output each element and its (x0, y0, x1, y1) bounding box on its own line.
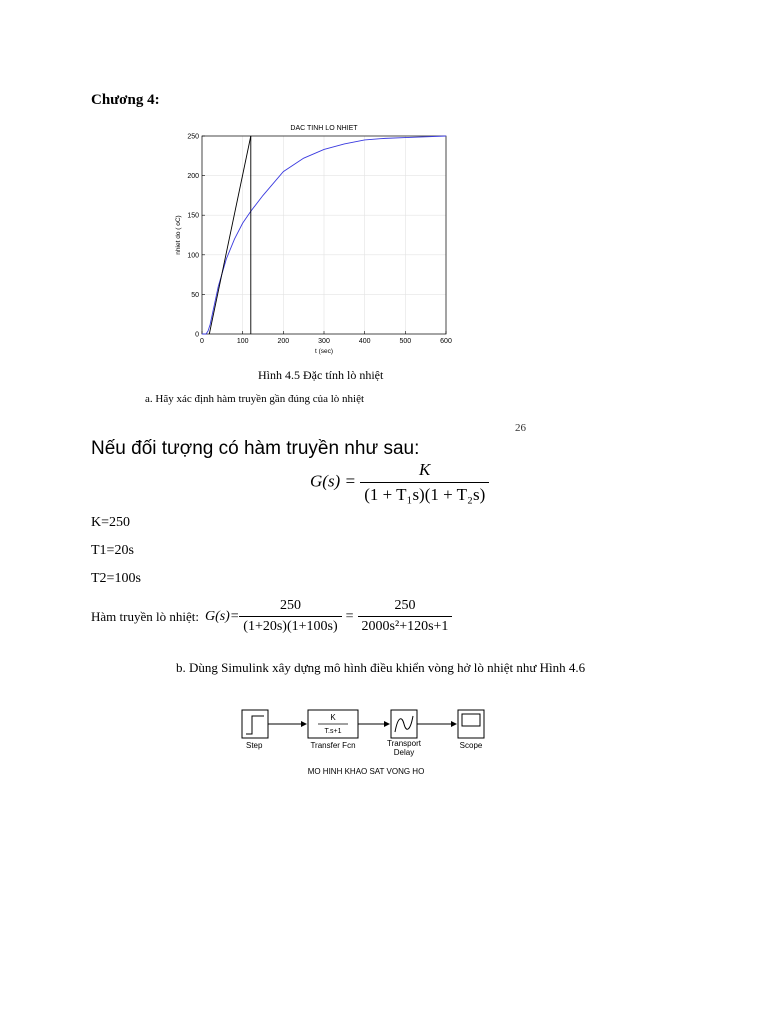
formula2-denominator-2: 2000s²+120s+1 (358, 616, 453, 635)
x-tick-label: 400 (358, 338, 371, 345)
x-tick-label: 300 (318, 338, 330, 345)
step-label: Step (246, 741, 263, 750)
step-block (242, 710, 268, 750)
x-tick-label: 200 (277, 338, 290, 345)
formula2-numerator-2: 250 (394, 598, 416, 613)
delay-label-1: Transport (387, 739, 421, 748)
chart-title: DAC TINH LO NHIET (290, 125, 358, 132)
formula-lhs: G(s) = (310, 471, 356, 491)
formula2-fraction-1 (239, 598, 341, 635)
x-tick-label: 600 (440, 338, 452, 345)
simulink-diagram (238, 706, 493, 788)
y-tick-label: 250 (187, 133, 199, 141)
delay-label-2: Delay (393, 748, 415, 757)
tf-label: Transfer Fcn (310, 741, 356, 750)
scope-icon (462, 714, 480, 726)
y-tick-label: 0 (195, 331, 199, 339)
chart-svg (170, 120, 460, 360)
formula2-numerator-1: 250 (279, 598, 301, 613)
scope-label: Scope (459, 741, 483, 750)
scope-block (458, 710, 484, 750)
formula2-fraction-2 (358, 598, 453, 635)
param-t2: T2=100s (91, 571, 141, 586)
transport-delay-block (387, 710, 422, 757)
oven-transfer-function (91, 598, 452, 635)
x-axis-label: t (sec) (314, 348, 334, 355)
y-axis-label: nhiet do ( oC) (175, 215, 182, 255)
question-a: a. Hãy xác định hàm truyền gần đúng của lò nhiệt (145, 393, 365, 405)
diagram-svg (238, 706, 493, 788)
chapter-heading: Chương 4: (91, 92, 160, 108)
formula-denominator: (1 + T₁s)(1 + T₂s) (360, 482, 489, 505)
tf-numerator: K (330, 713, 336, 722)
y-tick-label: 150 (187, 212, 199, 220)
transfer-fcn-block (308, 710, 358, 750)
figure-caption: Hình 4.5 Đặc tính lò nhiệt (258, 368, 384, 382)
x-tick-label: 100 (236, 338, 249, 345)
transfer-function-formula (310, 460, 489, 505)
y-tick-label: 100 (187, 252, 199, 260)
formula2-lhs: G(s)= (204, 608, 240, 624)
series-line-1 (209, 136, 250, 334)
temperature-chart (170, 120, 460, 360)
x-tick-label: 0 (200, 338, 204, 345)
x-tick-label: 500 (399, 338, 412, 345)
tf-denominator: T.s+1 (324, 728, 342, 735)
formula-numerator: K (419, 460, 431, 479)
formula-fraction (360, 460, 489, 505)
intro-sentence: Nếu đối tượng có hàm truyền như sau: (91, 438, 420, 459)
param-t1: T1=20s (91, 543, 134, 558)
param-k: K=250 (91, 515, 131, 530)
formula2-label: Hàm truyền lò nhiệt: (91, 608, 199, 624)
y-tick-label: 200 (187, 173, 199, 181)
question-b: b. Dùng Simulink xây dựng mô hình điều khiển vòng hở lò nhiệt như Hình 4.6 (176, 660, 586, 675)
y-tick-label: 50 (191, 291, 199, 299)
formula2-equals: = (345, 608, 354, 624)
diagram-title: MO HINH KHAO SAT VONG HO (307, 767, 425, 776)
page-number: 26 (515, 422, 526, 434)
formula2-denominator-1: (1+20s)(1+100s) (239, 616, 341, 635)
